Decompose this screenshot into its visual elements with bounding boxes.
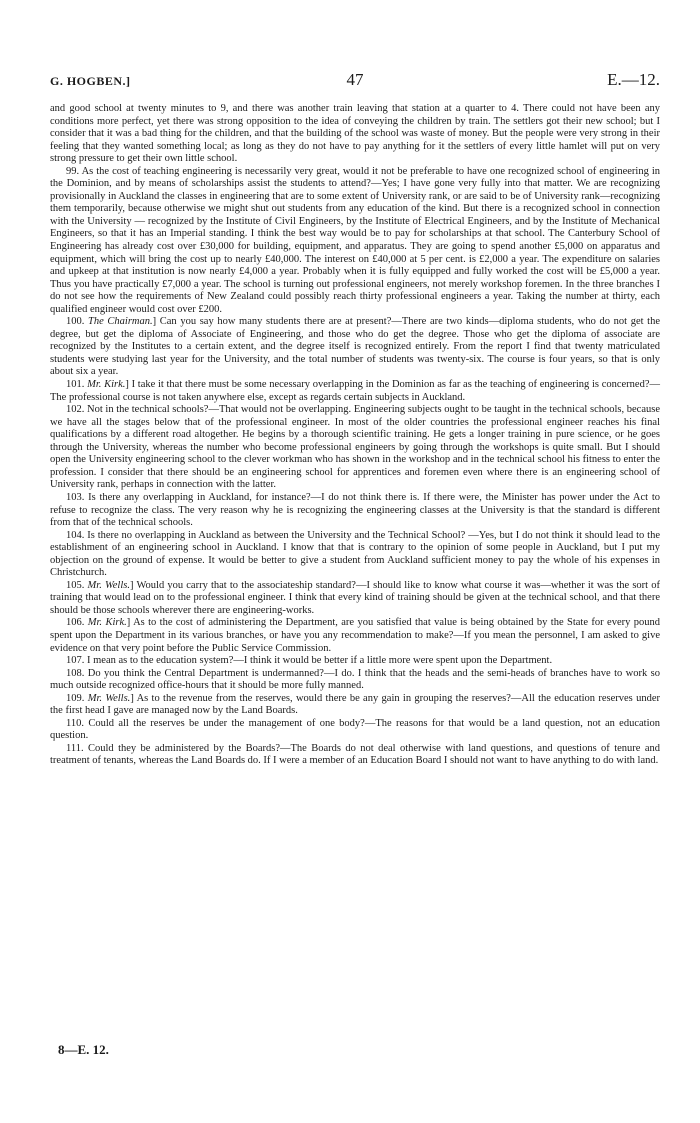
paragraph <box>50 404 660 492</box>
paragraph-text: Could all the reserves be under the management of one body?—The reasons for that would be a land question, not an education question. <box>50 717 660 742</box>
paragraph-text: As the cost of teaching engineering is necessarily very great, would it not be preferable to have one recognized school of engineering in the Dominion, and by means of scholarships assist the students to attend?—Yes; I have gone very fully into that matter. We are recognizing provisionally in Auckland the classes in engineering that are to some extent of University rank, or are said to be of University rank—recognizing them temporarily, because otherwise we might shut out students from any education of the kind. But there is a recognized school in connection with the University — recognized by the Institute of Civil Engineers, by the Institute of Electrical Engineers, and by the Institute of Mechanical Engineers, so that it has an Imperial standing. I think the best way would be to pay for scholarships at that school. The Canterbury School of Engineering has already cost over £30,000 for building, equipment, and apparatus. They are going to spend another £5,000 on apparatus and equipment, which will bring the cost up to nearly £40,000. The interest on £40,000 at 5 per cent. is £2,000 a year. The expenditure on salaries and upkeep at that institution is now nearly £4,000 a year. Probably when it is fully equipped and fully worked the cost will be £5,000 a year. Thus you have practically £7,000 a year. The school is turning out professional engineers, not merely workshop foremen. In the three branches I do not see how the requirements of New Zealand could possibly reach thirty professional engineers a year. Taking the number at thirty, each qualified engineer would cost over £200. <box>50 165 660 315</box>
question-number: 102. <box>66 404 88 416</box>
document-reference: E.—12. <box>607 70 660 89</box>
question-number: 106. <box>66 617 88 629</box>
question-number: 103. <box>66 491 89 503</box>
paragraph-text: Is there any overlapping in Auckland, for instance?—I do not think there is. If there were, the Minister has power under the Act to refuse to recognize the class. The very reason why he is recognizing the engineering classes at the University is that the standard is different from that of the technical schools. <box>50 491 661 529</box>
question-number: 110. <box>66 717 89 729</box>
paragraph: 109. Mr. Wells.] As to the revenue from the reserves, would there be any gain in grouping the reserves?—All the education reserves under the first head I gave are managed now by the Land Boards. <box>50 692 660 717</box>
speaker-name: Mr. Wells. <box>87 579 130 591</box>
paragraph: 105. Mr. Wells.] Would you carry that to the associateship standard?—I should like to know what course it was—whether it was the sort of training that would lead on to the professional engineer. I think that every kind of training should be given at the technical school, and that there should be those schools wherever there are engineering-works. <box>50 579 661 616</box>
paragraph-text: I take it that there must be some necessary overlapping in the Dominion as far as the teaching of engineering is concerned?—The professional course is not taken anywhere else, except as regards certain subjects in Auckland. <box>50 379 660 403</box>
question-number: 100. <box>66 316 89 328</box>
paragraph <box>50 743 660 768</box>
question-number: 99. <box>66 165 82 177</box>
paragraph: 106. Mr. Kirk.] As to the cost of administering the Department, are you satisfied that value is being obtained by the State for every pound spent upon the Department in its various branches, or have you any recommendation to make?—If you mean the personnel, I am asked to give evidence on that very point before the Public Service Commission. <box>50 617 660 654</box>
question-number: 105. <box>66 579 88 591</box>
signature-mark: 8—E. 12. <box>58 1042 109 1057</box>
page-header <box>50 70 660 92</box>
paragraph-text: As to the revenue from the reserves, would there be any gain in grouping the reserves?—All the education reserves under the first head I gave are managed now by the Land Boards. <box>50 692 660 717</box>
speaker-name: Mr. Kirk. <box>87 617 127 629</box>
paragraph-text: Is there no overlapping in Auckland as between the University and the Technical School? —Yes, but I do not think it should lead to the establishment of an engineering school in Auckland. I know that that is contrary to the opinion of some people in Auckland, but I put my objection on the ground of expense. It would be better to give a student from Auckland sufficient money to pay the whole of his expenses in Christchurch. <box>50 529 661 579</box>
paragraph-text: Could they be administered by the Boards?—The Boards do not deal otherwise with land questions, and questions of tenure and treatment of tenants, whereas the Land Boards do. If I were a member of an Education Board I should not want to have anything to do with land. <box>50 742 660 767</box>
paragraph <box>50 166 660 317</box>
question-number: 109. <box>66 692 88 704</box>
paragraph <box>50 668 660 693</box>
paragraph <box>50 492 660 530</box>
speaker-name: Mr. Kirk. <box>87 379 126 391</box>
witness-name: G. HOGBEN.] <box>50 74 131 88</box>
document-body <box>50 103 660 768</box>
paragraph-text: Do you think the Central Department is undermanned?—I do. I think that the heads and the semi-heads of branches have to work so much outside recognized office-hours that it should be more fully manned. <box>50 667 661 692</box>
speaker-name: Mr. Wells. <box>87 692 131 704</box>
paragraph-text: Would you carry that to the associateship standard?—I should like to know what course it was—whether it was the sort of training that would lead on to the professional engineer. I think that every kind of training should be given at the technical school, and that there should be those schools wherever there are engineering-works. <box>50 579 661 616</box>
paragraph <box>50 530 660 580</box>
paragraph-text: I mean as to the education system?—I think it would be better if a little more were spent upon the Department. <box>87 655 553 667</box>
question-number: 108. <box>66 667 88 679</box>
speaker-name: The Chairman. <box>88 316 153 328</box>
question-number: 111. <box>66 742 88 754</box>
question-number: 101. <box>66 379 88 391</box>
paragraph <box>50 655 660 668</box>
paragraph-text: and good school at twenty minutes to 9, and there was another train leaving that station at a quarter to 4. There could not have been any conditions more perfect, yet there was strong opposition to the idea of conveying the children by train. The settlers got their new school; but I consider that it was a bad thing for the children, and that the building of the school was waste of money. But the people were very strong in their feeling that they wanted something local; as long as they do not have to pay anything for it the settlers of every little hamlet will put on very strong pressure to get their own little school. <box>50 103 660 165</box>
paragraph-text: Not in the technical schools?—That would not be overlapping. Engineering subjects ought to be taught in the technical schools, because we have all the stages below that of the professional engineer. In most of the older countries the professional engineer reaches his final qualifications by a different road altogether. He begins by a thorough scientific training. He gets a longer training in pure science, or he goes through the University, whereas the number who become professional engineers by going through the workshops is quite small. But I should open the University engineering school to the clever workman who has shown in the workshop and in the technical school his fitness to enter the profession. I consider that there should be an engineering school for apprentices and foremen even where there is an engineering school of University rank, perhaps in connection with the latter. <box>50 404 660 491</box>
question-number: 107. <box>66 655 87 667</box>
paragraph <box>50 103 660 166</box>
page-number: 47 <box>346 70 364 89</box>
paragraph-text: Can you say how many students there are at present?—There are two kinds—diploma students, who do not get the degree, but get the diploma of Associate of Engineering, and those who do get the degree. Those who get the diploma of associate are recognized by the Institutes to a certain extent, and the degree itself is recognized entirely. From the report I find that twenty matriculated students were studying last year for the University, and the total number of students was twenty-six. The course is four years, so that is only about six a year. <box>50 316 661 378</box>
question-number: 104. <box>66 529 88 541</box>
paragraph: 100. The Chairman.] Can you say how many students there are at present?—There are two kinds—diploma students, who do not get the degree, but get the diploma of Associate of Engineering, and those who do get the degree. Those who get the diploma of associate are recognized by the Institutes to a certain extent, and the degree itself is recognized entirely. From the report I find that twenty matriculated students were studying last year for the University, and the total number of students was twenty-six. The course is four years, so that is only about six a year. <box>50 316 661 378</box>
paragraph <box>50 718 660 743</box>
paragraph-text: As to the cost of administering the Department, are you satisfied that value is being obtained by the State for every pound spent upon the Department in its various branches, or have you any recommendation to make?—If you mean the personnel, I am asked to give evidence on that very point before the Public Service Commission. <box>50 617 660 654</box>
paragraph: 101. Mr. Kirk.] I take it that there must be some necessary overlapping in the Dominion as far as the teaching of engineering is concerned?—The professional course is not taken anywhere else, except as regards certain subjects in Auckland. <box>50 379 660 403</box>
